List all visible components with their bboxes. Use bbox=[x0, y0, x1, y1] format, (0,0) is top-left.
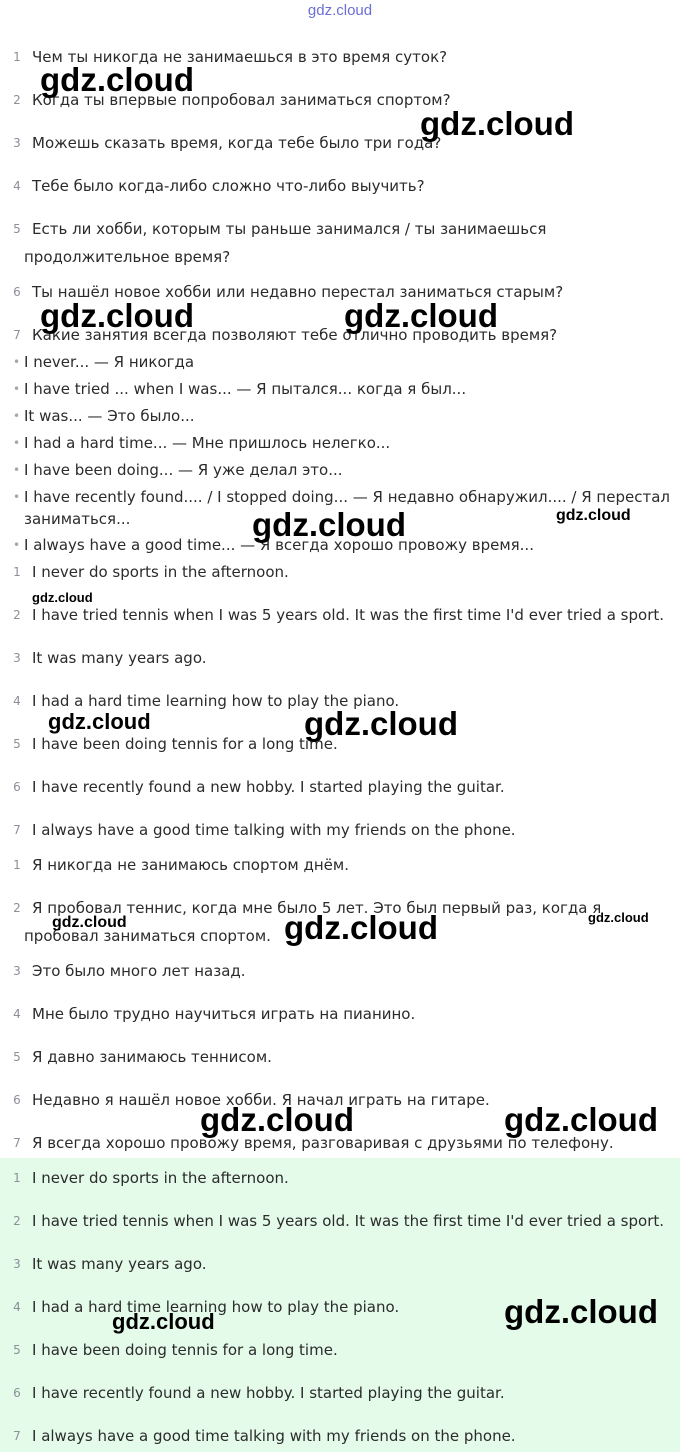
item-number: 2 bbox=[13, 901, 21, 915]
item-number: 7 bbox=[13, 1429, 21, 1443]
answer-text: I have been doing tennis for a long time. bbox=[32, 1341, 338, 1359]
item-number: 5 bbox=[13, 737, 21, 751]
question-text: Есть ли хобби, которым ты раньше занимался / ты занимаешься продолжительное время? bbox=[24, 220, 547, 266]
item-number: 4 bbox=[13, 179, 21, 193]
item-number: 1 bbox=[13, 858, 21, 872]
item-number: 3 bbox=[13, 136, 21, 150]
item-number: 3 bbox=[13, 964, 21, 978]
watermark: gdz.cloud bbox=[32, 590, 93, 605]
list-item bbox=[0, 1379, 670, 1407]
watermark: gdz.cloud bbox=[556, 507, 631, 524]
answer-text: Я всегда хорошо провожу время, разговаривая с друзьями по телефону. bbox=[32, 1134, 614, 1152]
list-item bbox=[0, 558, 670, 586]
item-number: 4 bbox=[13, 1007, 21, 1021]
header-watermark: gdz.cloud bbox=[307, 2, 373, 19]
bullet-icon: • bbox=[13, 382, 21, 396]
item-number: 4 bbox=[13, 1300, 21, 1314]
answer-text: It was many years ago. bbox=[32, 1255, 207, 1273]
answer-text: It was many years ago. bbox=[32, 649, 207, 667]
answer-text: I had a hard time learning how to play the piano. bbox=[32, 1298, 400, 1316]
item-number: 5 bbox=[13, 1343, 21, 1357]
watermark: gdz.cloud bbox=[40, 297, 194, 334]
list-item bbox=[0, 1422, 670, 1450]
watermark: gdz.cloud bbox=[252, 506, 406, 543]
bullet-icon: • bbox=[13, 490, 21, 504]
answer-text: I have tried tennis when I was 5 years old. It was the first time I'd ever tried a sport. bbox=[32, 606, 665, 624]
question-text: Тебе было когда-либо сложно что-либо выучить? bbox=[32, 177, 425, 195]
item-number: 2 bbox=[13, 93, 21, 107]
phrase-text: I have been doing... — Я уже делал это... bbox=[24, 461, 343, 479]
watermark: gdz.cloud bbox=[588, 910, 649, 925]
list-item bbox=[0, 1043, 670, 1071]
watermark: gdz.cloud bbox=[420, 105, 574, 142]
list-item bbox=[0, 215, 670, 271]
bullet-item bbox=[0, 402, 670, 430]
phrase-text: I had a hard time... — Мне пришлось нелегко... bbox=[24, 434, 391, 452]
question-text: Когда ты впервые попробовал заниматься спортом? bbox=[32, 91, 451, 109]
item-number: 1 bbox=[13, 50, 21, 64]
answer-text: I had a hard time learning how to play the piano. bbox=[32, 692, 400, 710]
item-number: 2 bbox=[13, 1214, 21, 1228]
watermark: gdz.cloud bbox=[284, 909, 438, 946]
watermark: gdz.cloud bbox=[344, 297, 498, 334]
list-item bbox=[0, 601, 670, 629]
list-item bbox=[0, 851, 670, 879]
bullet-item bbox=[0, 456, 670, 484]
item-number: 6 bbox=[13, 285, 21, 299]
item-number: 5 bbox=[13, 1050, 21, 1064]
phrase-text: I have tried ... when I was... — Я пытался... когда я был... bbox=[24, 380, 467, 398]
watermark: gdz.cloud bbox=[504, 1101, 658, 1138]
item-number: 6 bbox=[13, 780, 21, 794]
item-number: 2 bbox=[13, 608, 21, 622]
list-item bbox=[0, 1207, 670, 1235]
answer-text: Я пробовал теннис, когда мне было 5 лет. Это был первый раз, когда я пробовал заниматься спортом. bbox=[24, 899, 602, 945]
answer-text: Я никогда не занимаюсь спортом днём. bbox=[32, 856, 349, 874]
bullet-icon: • bbox=[13, 355, 21, 369]
item-number: 7 bbox=[13, 1136, 21, 1150]
watermark: gdz.cloud bbox=[52, 914, 127, 931]
item-number: 6 bbox=[13, 1093, 21, 1107]
bullet-icon: • bbox=[13, 463, 21, 477]
watermark: gdz.cloud bbox=[48, 709, 151, 734]
question-text: Можешь сказать время, когда тебе было три года? bbox=[32, 134, 442, 152]
answer-text: Мне было трудно научиться играть на пианино. bbox=[32, 1005, 416, 1023]
answer-text: Я давно занимаюсь теннисом. bbox=[32, 1048, 272, 1066]
phrase-text: It was... — Это было... bbox=[24, 407, 195, 425]
answer-text: Недавно я нашёл новое хобби. Я начал играть на гитаре. bbox=[32, 1091, 490, 1109]
question-text: Ты нашёл новое хобби или недавно перестал заниматься старым? bbox=[32, 283, 564, 301]
question-text: Какие занятия всегда позволяют тебе отлично проводить время? bbox=[32, 326, 558, 344]
bullet-item bbox=[0, 429, 670, 457]
list-item bbox=[0, 644, 670, 672]
answer-text: I always have a good time talking with my friends on the phone. bbox=[32, 1427, 516, 1445]
bullet-icon: • bbox=[13, 538, 21, 552]
answer-text: I have been doing tennis for a long time. bbox=[32, 735, 338, 753]
item-number: 1 bbox=[13, 565, 21, 579]
watermark: gdz.cloud bbox=[40, 61, 194, 98]
item-number: 5 bbox=[13, 222, 21, 236]
list-item bbox=[0, 773, 670, 801]
answer-text: I always have a good time talking with my friends on the phone. bbox=[32, 821, 516, 839]
bullet-icon: • bbox=[13, 436, 21, 450]
bullet-item bbox=[0, 348, 670, 376]
item-number: 4 bbox=[13, 694, 21, 708]
list-item bbox=[0, 1164, 670, 1192]
answer-text: I have recently found a new hobby. I started playing the guitar. bbox=[32, 1384, 505, 1402]
list-item bbox=[0, 816, 670, 844]
answer-text: I never do sports in the afternoon. bbox=[32, 1169, 289, 1187]
item-number: 3 bbox=[13, 651, 21, 665]
list-item bbox=[0, 1000, 670, 1028]
list-item bbox=[0, 1250, 670, 1278]
phrase-text: I always have a good time... — Я всегда хорошо провожу время... bbox=[24, 536, 534, 554]
answer-text: I never do sports in the afternoon. bbox=[32, 563, 289, 581]
watermark: gdz.cloud bbox=[200, 1101, 354, 1138]
item-number: 1 bbox=[13, 1171, 21, 1185]
bullet-icon: • bbox=[13, 409, 21, 423]
item-number: 6 bbox=[13, 1386, 21, 1400]
item-number: 3 bbox=[13, 1257, 21, 1271]
watermark: gdz.cloud bbox=[112, 1309, 215, 1334]
question-text: Чем ты никогда не занимаешься в это время суток? bbox=[32, 48, 448, 66]
answer-text: Это было много лет назад. bbox=[32, 962, 246, 980]
watermark: gdz.cloud bbox=[304, 705, 458, 742]
phrase-text: I never... — Я никогда bbox=[24, 353, 195, 371]
phrase-text: I have recently found.... / I stopped doing... — Я недавно обнаружил.... / Я перестал заниматься... bbox=[24, 488, 670, 528]
item-number: 7 bbox=[13, 823, 21, 837]
bullet-item bbox=[0, 375, 670, 403]
watermark: gdz.cloud bbox=[504, 1293, 658, 1330]
list-item bbox=[0, 1336, 670, 1364]
list-item bbox=[0, 957, 670, 985]
item-number: 7 bbox=[13, 328, 21, 342]
list-item bbox=[0, 172, 670, 200]
answer-text: I have tried tennis when I was 5 years old. It was the first time I'd ever tried a sport. bbox=[32, 1212, 665, 1230]
answer-text: I have recently found a new hobby. I started playing the guitar. bbox=[32, 778, 505, 796]
